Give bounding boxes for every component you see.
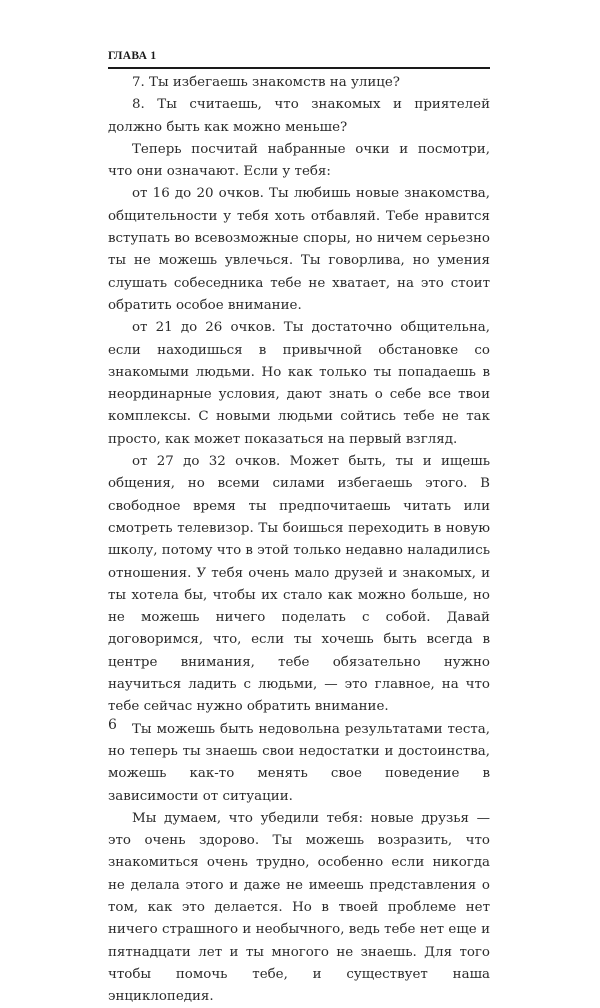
paragraph-result-27-32: от 27 до 32 очков. Может быть, ты и ищешь общения, но всеми силами избегаешь этого. В свободное время ты предпочитаешь читать или смотреть телевизор. Ты боишься переходить в новую школу, потому что в этой только недавно наладились отношения. У тебя очень мало друзей и знакомых, и ты хотела бы, чтобы их стало как можно больше, но не можешь ничего поделать с собой. Давай договоримся, что, если ты хочешь быть всегда в центре внимания, тебе обязательно нужно научиться ладить с людьми, — это главное, на что тебе сейчас нужно обратить внимание. <box>108 454 490 715</box>
paragraph-conclusion: Ты можешь быть недовольна результатами теста, но теперь ты знаешь свои недостатки и достоинства, можешь как-то менять свое поведение в зависимости от ситуации. <box>108 721 490 804</box>
paragraph-count-instructions: Теперь посчитай набранные очки и посмотри, что они означают. Если у тебя: <box>108 141 490 180</box>
paragraph-encyclopedia: Мы думаем, что убедили тебя: новые друзья — это очень здорово. Ты можешь возразить, что знакомиться очень трудно, особенно если никогда не делала этого и даже не имеешь представления о том, как это делается. Но в твоей проблеме нет ничего страшного и необычного, ведь тебе нет еще и пятнадцати лет и ты многого не знаешь. Для того чтобы помочь тебе, и существует наша энциклопедия. <box>108 810 490 1005</box>
running-header: ГЛАВА 1 <box>108 50 157 62</box>
paragraph-question-8: 8. Ты считаешь, что знакомых и приятелей должно быть как можно меньше? <box>108 97 490 135</box>
page-number: 6 <box>108 717 117 733</box>
paragraph-result-16-20: от 16 до 20 очков. Ты любишь новые знакомства, общительности у тебя хоть отбавляй. Тебе нравится вступать во всевозможные споры, но ничем серьезно ты не можешь увлечься. Ты говорлива, но умения слушать собеседника тебе не хватает, на это стоит обратить особое внимание. <box>108 186 490 313</box>
book-page <box>108 48 490 1008</box>
paragraph-question-7: 7. Ты избегаешь знакомств на улице? <box>132 75 400 90</box>
page-body <box>108 72 490 1008</box>
paragraph-result-21-26: от 21 до 26 очков. Ты достаточно общительна, если находишься в привычной обстановке со знакомыми людьми. Но как только ты попадаешь в неординарные условия, дают знать о себе все твои комплексы. С новыми людьми сойтись тебе не так просто, как может показаться на первый взгляд. <box>108 320 490 447</box>
header-rule <box>108 67 490 69</box>
